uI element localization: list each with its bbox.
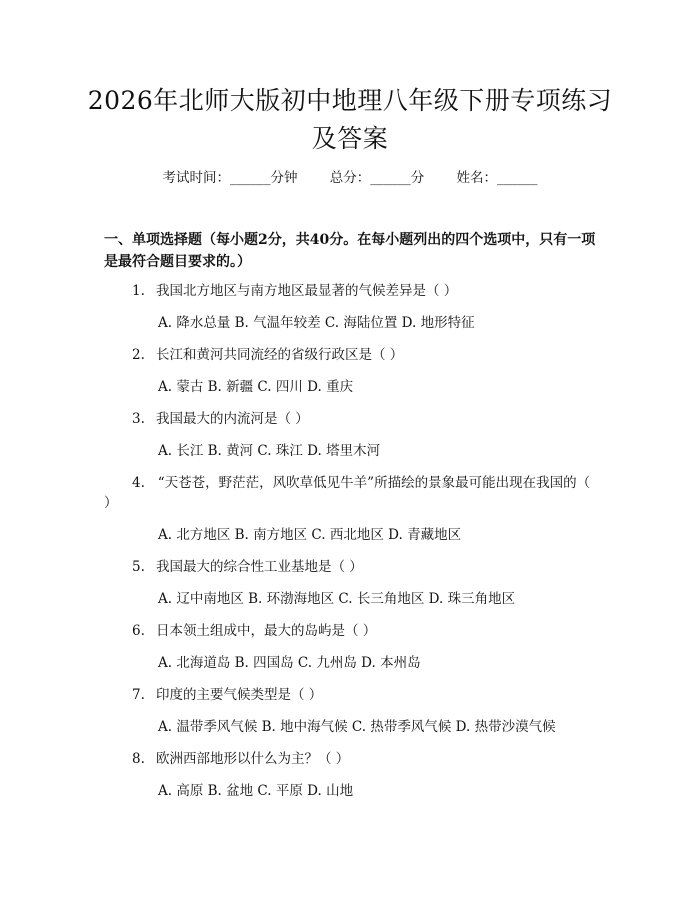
question-4 (104, 473, 600, 513)
question-6-options: A. 北海道岛 B. 四国岛 C. 九州岛 D. 本州岛 (158, 655, 421, 671)
section-heading: 一、单项选择题（每小题2分，共40分。在每小题列出的四个选项中，只有一项是最符合题目要求的。） (104, 232, 596, 270)
student-name: 姓名：______ (456, 170, 538, 186)
question-number: 1. (132, 283, 145, 299)
question-1 (104, 281, 604, 301)
question-stem: 欧洲西部地形以什么为主？（ ） (156, 751, 350, 767)
question-stem: 长江和黄河共同流经的省级行政区是（ ） (156, 347, 404, 363)
question-number: 4. (132, 475, 145, 491)
question-stem: 我国北方地区与南方地区最显著的气候差异是（ ） (156, 283, 458, 299)
question-stem: 我国最大的综合性工业基地是（ ） (156, 559, 363, 575)
question-3 (104, 409, 604, 429)
question-1-options: A. 降水总量 B. 气温年较差 C. 海陆位置 D. 地形特征 (158, 315, 475, 331)
question-number: 2. (132, 347, 145, 363)
question-5-options: A. 辽中南地区 B. 环渤海地区 C. 长三角地区 D. 珠三角地区 (158, 591, 516, 607)
question-7-options: A. 温带季风气候 B. 地中海气候 C. 热带季风气候 D. 热带沙漠气候 (158, 719, 556, 735)
question-6 (104, 621, 604, 641)
question-5 (104, 557, 604, 577)
question-8 (104, 749, 604, 769)
question-7 (104, 685, 604, 705)
question-number: 3. (132, 411, 145, 427)
document-title: 2026年北师大版初中地理八年级下册专项练习及答案 (87, 86, 613, 153)
exam-time: 考试时间：______分钟 (162, 170, 298, 186)
question-2-options: A. 蒙古 B. 新疆 C. 四川 D. 重庆 (158, 379, 354, 395)
question-number: 7. (132, 687, 145, 703)
exam-meta (0, 168, 700, 188)
question-3-options: A. 长江 B. 黄河 C. 珠江 D. 塔里木河 (158, 443, 381, 459)
question-stem: 日本领土组成中，最大的岛屿是（ ） (156, 623, 377, 639)
question-number: 5. (132, 559, 145, 575)
question-8-options: A. 高原 B. 盆地 C. 平原 D. 山地 (158, 783, 354, 799)
question-number: 8. (132, 751, 145, 767)
question-2 (104, 345, 604, 365)
question-stem: 我国最大的内流河是（ ） (156, 411, 309, 427)
question-number: 6. (132, 623, 145, 639)
question-stem: “天苍苍，野茫茫，风吹草低见牛羊”所描绘的景象最可能出现在我国的（ ） (104, 475, 591, 511)
total-score: 总分：______分 (329, 170, 425, 186)
question-stem: 印度的主要气候类型是（ ） (156, 687, 323, 703)
question-4-options: A. 北方地区 B. 南方地区 C. 西北地区 D. 青藏地区 (158, 527, 462, 543)
